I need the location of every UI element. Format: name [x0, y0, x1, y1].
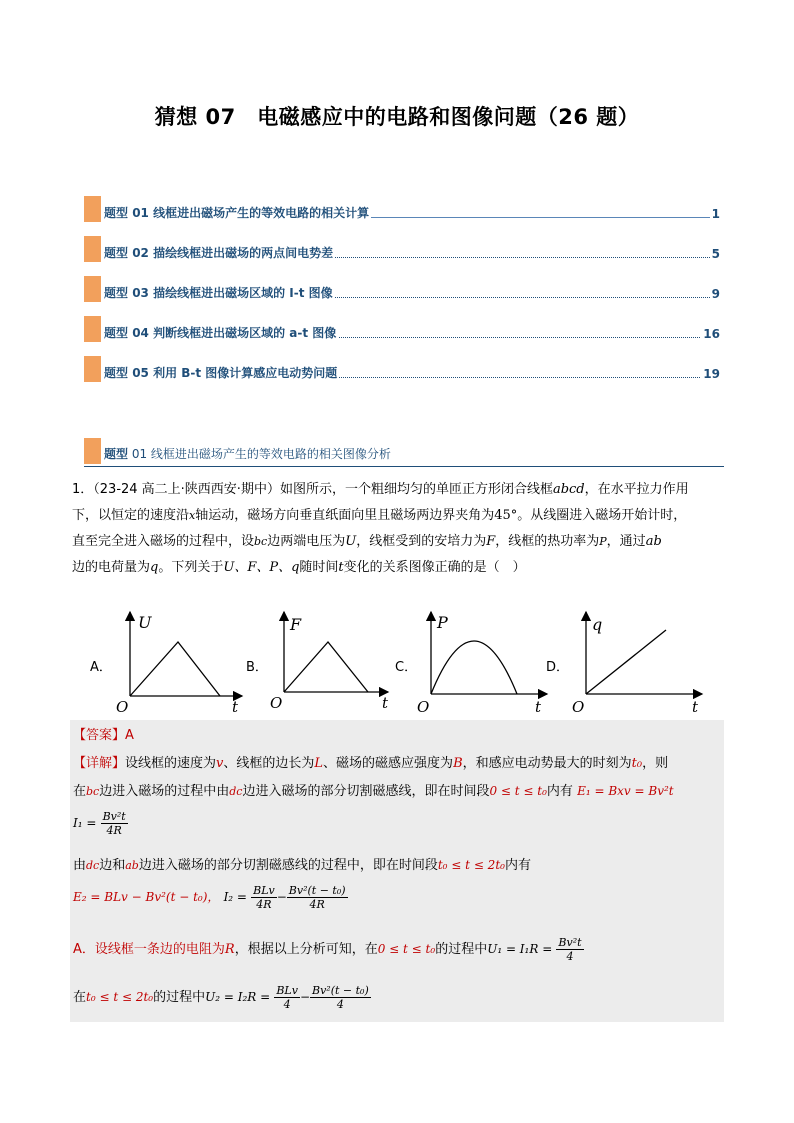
toc-page: 19: [703, 367, 720, 381]
explanation-line: 【详解】设线框的速度为v、线框的边长为L、磁场的磁感应强度为B，和感应电动势最大的时刻为t₀，则: [73, 756, 669, 771]
toc-label: 03 描绘线框进出磁场区域的 I-t 图像: [132, 286, 333, 300]
option-b-graph[interactable]: [268, 608, 398, 718]
option-c-graph[interactable]: [415, 608, 555, 718]
origin-label: O: [572, 698, 585, 716]
answer-value: A: [125, 728, 134, 743]
x-axis-label: t: [232, 698, 239, 716]
toc-item[interactable]: [84, 234, 720, 264]
toc-page: 1: [711, 207, 720, 221]
equation-line: I₁ = $\frac{\text{Bv²t}}{4R}$: [73, 810, 126, 837]
toc-tag: 题型: [104, 246, 129, 260]
question-line: 直至完全进入磁场的过程中，设bc边两端电压为U，线框受到的安培力为F，线框的热功率为P，通过ab: [72, 534, 662, 549]
option-a-graph[interactable]: [114, 608, 254, 718]
option-a-label[interactable]: A．: [90, 660, 112, 675]
toc-marker: [84, 356, 101, 382]
y-axis-label: P: [437, 613, 448, 632]
option-d-label[interactable]: D．: [546, 660, 570, 675]
x-axis-label: t: [535, 698, 542, 716]
toc-label: 01 线框进出磁场产生的等效电路的相关计算: [132, 206, 370, 220]
section-tag: 题型: [104, 447, 129, 461]
toc-page: 5: [711, 247, 720, 261]
option-c-label[interactable]: C．: [395, 660, 418, 675]
x-axis-label: t: [692, 698, 699, 716]
origin-label: O: [116, 698, 129, 716]
explanation-line: 在bc边进入磁场的过程中由dc边进入磁场的部分切割磁感线，即在时间段0 ≤ t ≤ t₀内有 E₁ = Bxv = Bv²t: [73, 784, 674, 799]
toc-item[interactable]: [84, 274, 720, 304]
origin-label: O: [270, 694, 283, 712]
toc-page: 9: [711, 287, 720, 301]
toc-marker: [84, 196, 101, 222]
section-marker: [84, 438, 101, 464]
page-title: 猜想 07 电磁感应中的电路和图像问题（26 题）: [154, 105, 640, 129]
equation-line: E₂ = BLv − Bv²(t − t₀)， I₂ = $\frac{\text{BLv}}{4R}$ − $\frac{\text{Bv²(t − t₀)}}{4R}$: [73, 884, 346, 911]
toc-item[interactable]: [84, 314, 720, 344]
answer-line: [73, 724, 134, 743]
question-line: 边的电荷量为q。下列关于U、F、P、q随时间t变化的关系图像正确的是（ ）: [72, 560, 526, 575]
toc-marker: [84, 316, 101, 342]
detail-tag: 【详解】: [73, 756, 126, 771]
toc-label: 04 判断线框进出磁场区域的 a-t 图像: [132, 326, 337, 340]
section-header: [84, 436, 724, 467]
explanation-line: 由dc边和ab边进入磁场的部分切割磁感线的过程中，即在时间段t₀ ≤ t ≤ 2t₀内有: [73, 858, 531, 873]
y-axis-label: q: [592, 615, 603, 634]
question-line: 1．（23-24 高二上·陕西西安·期中）如图所示，一个粗细均匀的单匝正方形闭合线框abcd，在水平拉力作用: [72, 482, 689, 497]
toc-item[interactable]: [84, 354, 720, 384]
y-axis-label: F: [290, 615, 302, 634]
explanation-line: 在t₀ ≤ t ≤ 2t₀的过程中U₂ = I₂R = $\frac{\text{BLv}}{4}$ − $\frac{\text{Bv²(t − t₀)}}{4}$: [73, 984, 369, 1011]
toc-label: 02 描绘线框进出磁场的两点间电势差: [132, 246, 334, 260]
toc-marker: [84, 276, 101, 302]
x-axis-label: t: [382, 694, 389, 712]
toc-page: 16: [703, 327, 720, 341]
toc-tag: 题型: [104, 366, 129, 380]
option-b-label[interactable]: B．: [246, 660, 268, 675]
origin-label: O: [417, 698, 430, 716]
curve: [284, 642, 368, 692]
curve: [586, 630, 666, 694]
toc-tag: 题型: [104, 286, 129, 300]
toc-tag: 题型: [104, 206, 129, 220]
curve: [431, 641, 517, 694]
toc-label: 05 利用 B-t 图像计算感应电动势问题: [132, 366, 338, 380]
option-d-graph[interactable]: [570, 608, 710, 718]
answer-tag: 【答案】: [73, 728, 126, 743]
toc-tag: 题型: [104, 326, 129, 340]
y-axis-label: U: [138, 613, 152, 632]
toc-marker: [84, 236, 101, 262]
explanation-line: A．设线框一条边的电阻为R，根据以上分析可知，在0 ≤ t ≤ t₀的过程中U₁ = I₁R = $\frac{\text{Bv²t}}{4}$: [73, 936, 582, 963]
toc-item[interactable]: [84, 194, 720, 224]
curve: [130, 642, 220, 696]
section-title: 01 线框进出磁场产生的等效电路的相关图像分析: [131, 447, 391, 461]
question-line: 下，以恒定的速度沿x轴运动，磁场方向垂直纸面向里且磁场两边界夹角为45°。从线圈进入磁场开始计时，: [72, 508, 687, 523]
